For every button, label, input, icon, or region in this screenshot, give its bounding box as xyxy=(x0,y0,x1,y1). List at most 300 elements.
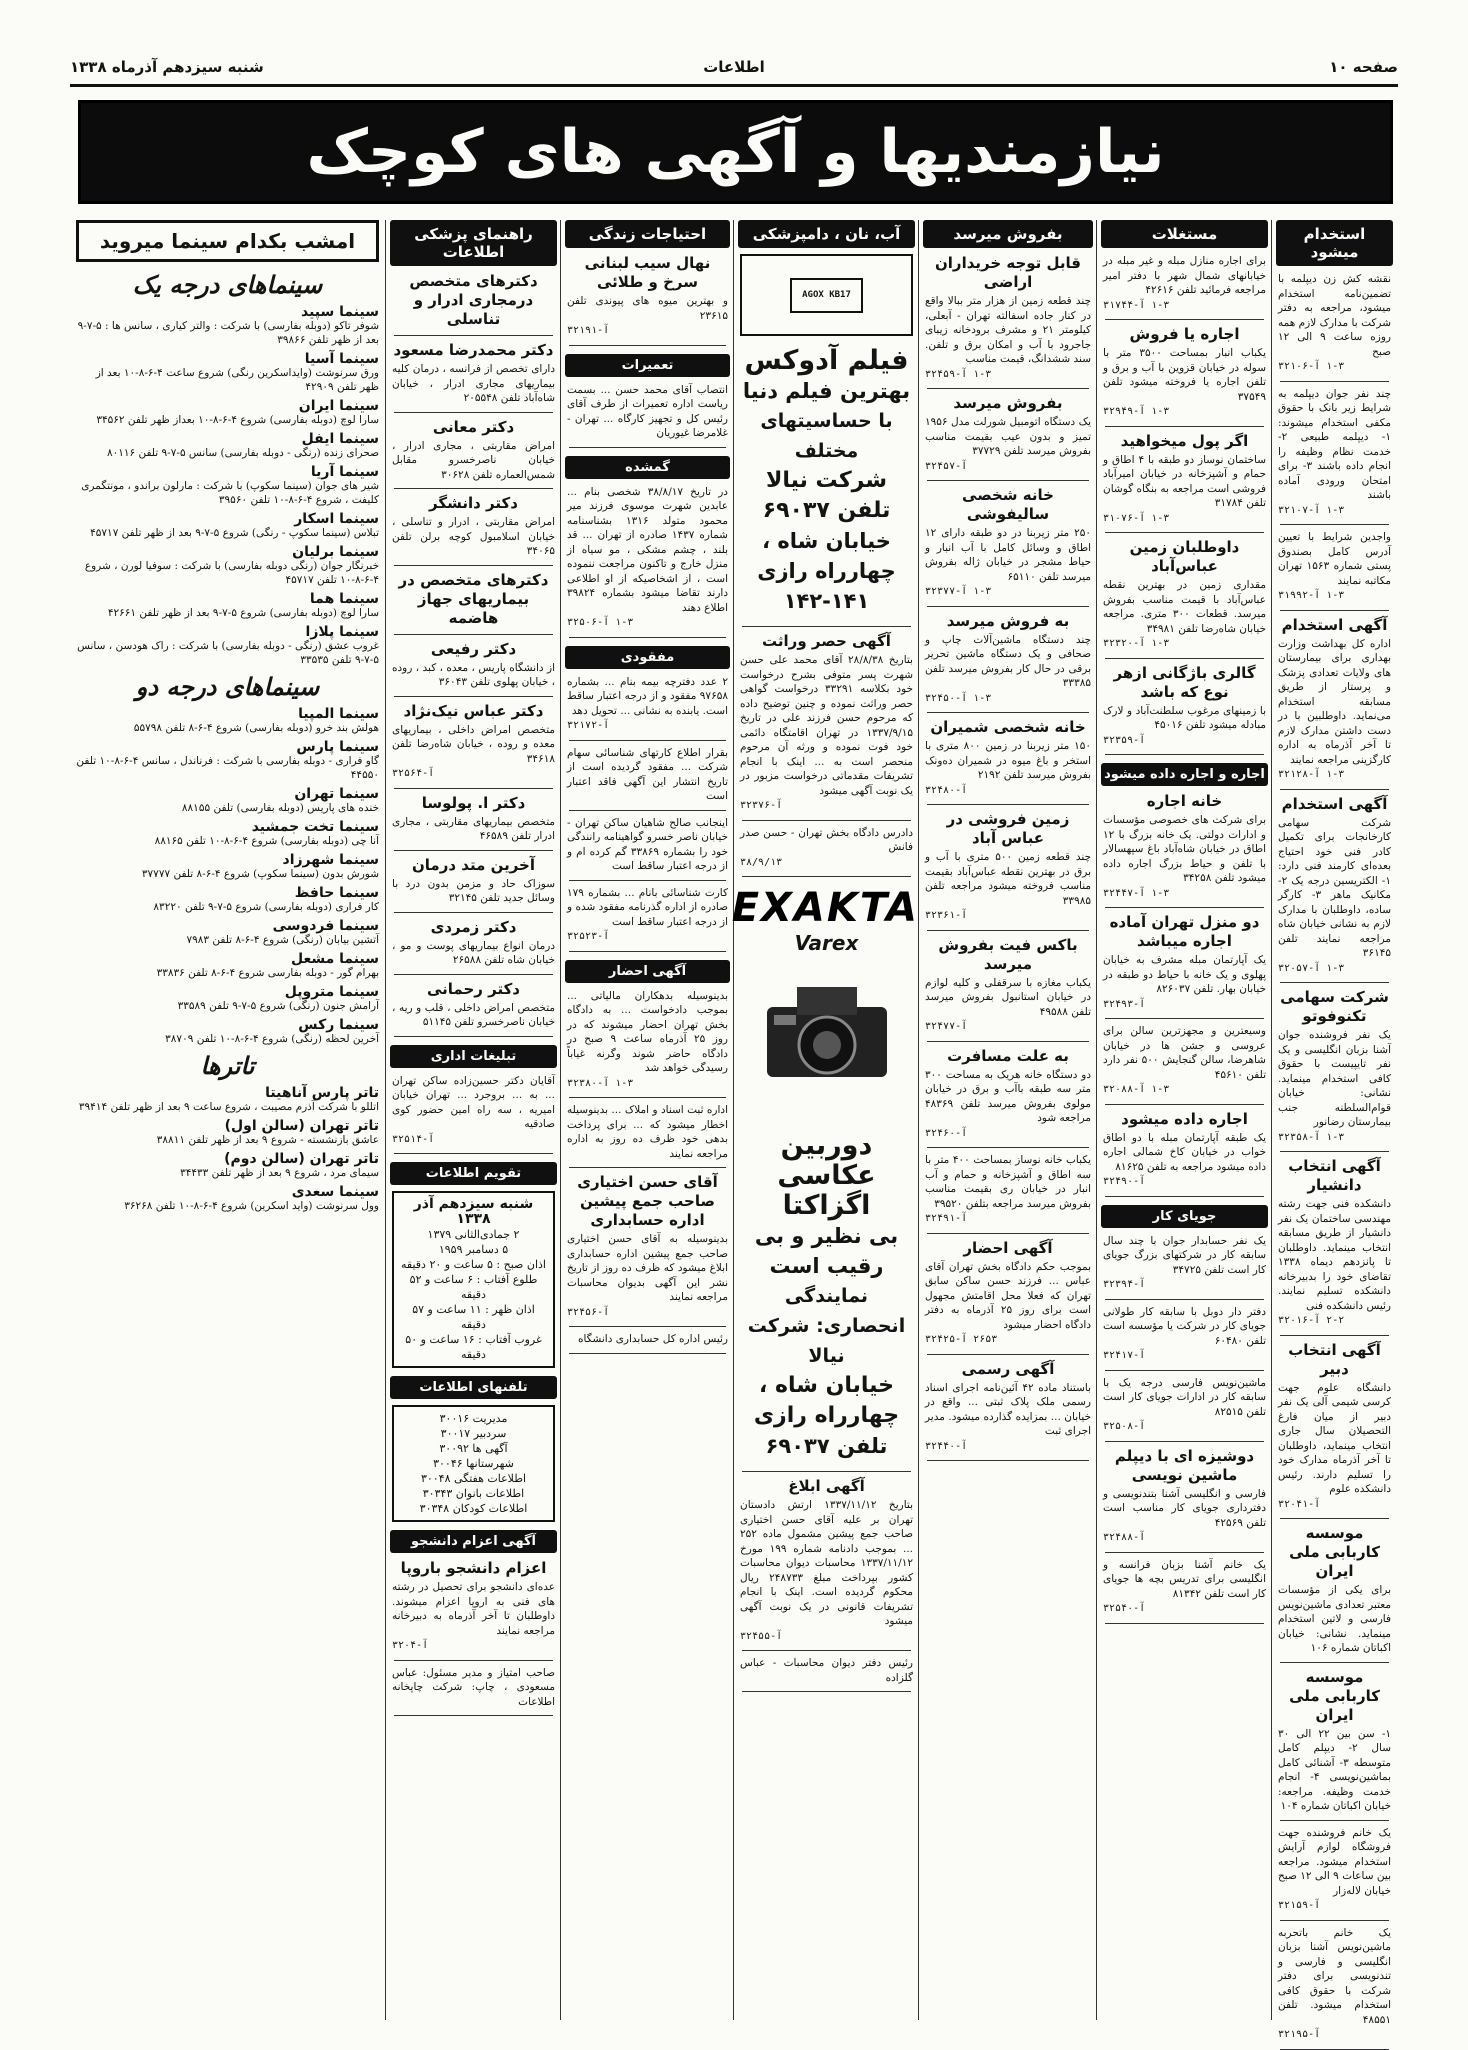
cinema-listing xyxy=(76,545,379,587)
ad-body: متخصص امراض داخلی ، بیماریهای معده و روده ، خیابان شاه‌رضا تلفن ۳۴۶۱۸ xyxy=(392,723,555,765)
ad-ref-number: آ-۳۲۳۹۴ xyxy=(1103,1279,1146,1290)
promo-line: دوربین عکاسی اگزاکتا xyxy=(777,1130,876,1221)
cinema-showtimes: عاشق بازنشسته - شروع ۹ بعد از ظهر تلفن ۳۸۸۱۱ xyxy=(156,1134,379,1146)
cinema-showtimes: سارا لوچ (دوبله بفارسی) شروع ۵-۷-۹ بعد از ظهر تلفن ۴۲۶۶۱ xyxy=(107,607,379,619)
cinema-showtimes: بهرام گور - دوبله بفارسی شروع ۴-۶-۸ تلفن ۳۳۸۳۶ xyxy=(156,967,379,979)
ad-divider xyxy=(394,565,553,566)
ad-body: یک خانم باتحربه ماشین‌نویس آشنا بزبان انگلیسی و فارسی و تندنویسی برای دفتر شرکت با حقوق کافی استخدام میشود. تلفن ۴۸۵۵۱ xyxy=(1278,1926,1391,2026)
classified-ad xyxy=(925,1239,1091,1348)
ad-body: یکباب انبار بمساحت ۳۵۰۰ متر با سوله در خیابان قزوین با آب و برق و تلفن اجاره یا فروخته میشود تلفن ۳۷۵۴۹ xyxy=(1103,347,1266,403)
classified-ad xyxy=(1278,1926,1391,2043)
ad-body: صاحب امتیاز و مدیر مسئول: عباس مسعودی ، چاپ: شرکت چاپخانه اطلاعات xyxy=(392,1666,555,1708)
ad-ref-number: آ-۳۲۰۴ xyxy=(392,1640,429,1651)
ad-body: دادرس دادگاه بخش تهران - حسن صدر فانش xyxy=(740,826,913,853)
promo-line: با حساسیتهای مختلف xyxy=(760,410,893,462)
ad-ref-number: ۳۸/۹/۱۳ xyxy=(740,856,783,868)
ad-ref-number: آ-۳۲۴۵۷ xyxy=(925,460,968,472)
ad-ref-number: ۲۶۵۳ آ-۳۲۴۲۵ xyxy=(925,1334,998,1345)
classified-ad xyxy=(925,1360,1091,1455)
ad-body: انتصاب آقای محمد حسن ... بسمت ریاست اداره تعمیرات از طرف آقای رئیس کل و تجهیز کارگاه ... تهران - غلامرضا غیوریان xyxy=(567,383,728,439)
banner-title: نیازمندیها و آگهی های کوچک xyxy=(306,117,1165,187)
cinema-name: سینما تخت جمشید xyxy=(251,819,379,835)
ad-divider xyxy=(1280,1151,1389,1152)
cinema-listing xyxy=(76,853,379,881)
ad-divider xyxy=(394,634,553,635)
ad-ref-number: آ-۳۲۱۷۲ xyxy=(567,720,610,731)
ad-title: موسسه کاربابی ملی ایران xyxy=(1289,1667,1380,1724)
classified-ad xyxy=(392,494,555,559)
cinema-name: سینما آسیا xyxy=(304,351,379,367)
cinema-name: سینما پلازا xyxy=(305,624,379,640)
ad-divider xyxy=(927,1354,1089,1355)
promo-line: بی نظیر و بی رقیب است xyxy=(754,1224,899,1278)
cinema-name: سینما هما xyxy=(309,591,379,607)
cinema-name: سینما آریا xyxy=(310,464,379,480)
ad-divider xyxy=(927,804,1089,805)
classified-ad xyxy=(925,394,1091,474)
ad-divider xyxy=(1280,2049,1389,2050)
ad-ref-number: آ-۳۲۵۲۳ xyxy=(567,931,610,942)
classified-ad xyxy=(925,718,1091,798)
ad-divider xyxy=(1105,532,1264,533)
classified-ad xyxy=(1278,1341,1391,1513)
cinema-showtimes: شوفر تاکو (دوبله بفارسی) با شرکت : والتر کیاری ، سانس ها : ۵-۷-۹ بعد از ظهر تلفن ۳۹۸۶۶ xyxy=(77,320,379,346)
cinema-listing xyxy=(76,592,379,620)
classified-ad xyxy=(1103,1024,1266,1098)
column-header: مفقودی xyxy=(565,646,730,669)
calendar-line: اذان ظهر : ۱۱ ساعت و ۵۷ دقیقه xyxy=(412,1303,535,1331)
promo-line: نمایندگی انحصاری: شرکت نیالا xyxy=(747,1285,906,1367)
ad-title: دکتر رفیعی xyxy=(430,639,517,658)
classified-ad xyxy=(1278,1668,1391,1814)
ad-divider xyxy=(742,876,911,877)
classified-ad xyxy=(1103,1447,1266,1546)
ad-divider xyxy=(1105,1370,1264,1371)
column-header: مستغلات xyxy=(1101,220,1268,248)
ad-divider xyxy=(1105,754,1264,755)
classified-ad xyxy=(1278,1524,1391,1656)
phone-entry: شهرستانها ۳۰۰۴۶ xyxy=(433,1457,514,1470)
classified-ad xyxy=(1103,664,1266,749)
ad-divider xyxy=(394,335,553,336)
ad-body: اینجانب صالح شاهیان ساکن تهران - خیابان ناصر خسرو گواهینامه رانندگی خود را بشماره ۳۳۸۶۹ گم کرده ام و از درجه اعتبار ساقط است xyxy=(567,816,728,872)
ad-body: رئیس اداره کل حسابداری دانشگاه xyxy=(577,1333,728,1345)
column-promotions xyxy=(733,220,919,2020)
ad-divider xyxy=(569,880,726,881)
ad-divider xyxy=(742,1691,911,1692)
ad-divider xyxy=(1105,319,1264,320)
column-real-estate xyxy=(1096,220,1272,2020)
classified-ad xyxy=(1103,1305,1266,1364)
ad-divider xyxy=(1280,381,1389,382)
promo-line: خیابان شاه ، چهارراه رازی xyxy=(753,1373,900,1428)
ad-body: چند قطعه زمین ۵۰۰ متری با آب و برق در بهترین نقطه عباس‌آباد بقیمت مناسب فروخته میشود مراجعه تلفن ۳۳۹۸۵ xyxy=(925,851,1091,907)
issue-date: شنبه سیزدهم آذرماه ۱۳۳۸ xyxy=(70,58,264,76)
cinema-listing xyxy=(76,305,379,347)
ad-body: چند قطعه زمین از هزار متر ببالا واقع در کنار جاده اسفالته تهران - آبعلی، کیلومتر ۲۱ و مشرف برودخانه زیبای جاجرود با آب و امکان برق و تلفن. سند ششدانگ، قیمت مناسب xyxy=(925,295,1091,365)
ad-divider xyxy=(742,1650,911,1651)
cinema-showtimes: شیر های جوان (سینما سکوپ) با شرکت : مارلون براندو ، مونتگمری کلیفت ، شروع ۴-۶-۸-۱۰ تلفن ۳۹۵۶۰ xyxy=(81,480,379,506)
classified-ad xyxy=(392,918,555,968)
ad-ref-number: آ-۳۲۴۹۳ xyxy=(1103,998,1146,1010)
classified-ad xyxy=(567,485,728,631)
ad-body: امراض مقاربتی ، مجاری ادرار ، خیابان ناصرخسرو مقابل شمس‌العماره تلفن ۳۰۶۲۸ xyxy=(392,439,555,481)
ad-ref-number: آ-۳۲۴۹۱ xyxy=(925,1213,968,1224)
ad-ref-number: ۱-۳ آ-۳۲۳۲۰ xyxy=(1103,638,1170,649)
calendar-line: طلوع آفتاب : ۶ ساعت و ۵۲ دقیقه xyxy=(409,1273,538,1301)
ad-ref-number: آ-۳۲۴۶۰ xyxy=(925,1127,968,1139)
cinema-showtimes: آرامش جنون (رنگی) شروع ۵-۷-۹ تلفن ۳۳۵۸۹ xyxy=(177,1000,379,1012)
ad-divider xyxy=(394,696,553,697)
ad-title: داوطلبان زمین عباس‌آباد xyxy=(1129,538,1240,575)
ad-body: درمان انواع بیماریهای پوست و مو ، خیابان شاه تلفن ۲۶۵۸۸ xyxy=(392,939,555,966)
ad-title: خانه اجاره xyxy=(1146,792,1223,810)
ad-ref-number: ۱-۳ آ-۳۲۴۵۰ xyxy=(925,692,992,704)
cinema-listing xyxy=(76,952,379,980)
ad-ref-number: آ-۳۲۳۷۶ xyxy=(740,800,783,811)
classified-ad xyxy=(925,1047,1091,1142)
ad-divider xyxy=(569,1326,726,1327)
ad-body: متخصص امراض داخلی ، قلب و ریه ، خیابان ناصرخسرو تلفن ۵۱۱۴۵ xyxy=(392,1001,555,1028)
ad-title: اجاره یا فروش xyxy=(1129,325,1240,343)
ad-divider xyxy=(1280,1820,1389,1821)
cinema-listing xyxy=(76,432,379,460)
ad-ref-number: آ-۳۲۵۰۸ xyxy=(1103,1421,1146,1432)
classified-ad xyxy=(1278,272,1391,375)
ad-ref-number: ۱-۳ آ-۳۲۵۰۶ xyxy=(567,617,634,628)
ad-title: آخرین متد درمان xyxy=(412,855,535,874)
ad-body: بدینوسیله به آقای حسن اختیاری صاحب جمع پیشین اداره حسابداری ابلاغ میشود که ظرف ده روز از تاریخ نشر این آگهی بدیوان محاسبات مراجعه نمایند xyxy=(567,1233,728,1303)
column-header: تلفنهای اطلاعات xyxy=(390,1376,557,1399)
ad-title: دو منزل تهران آماده اجاره میباشد xyxy=(1109,913,1260,950)
cinema-listing xyxy=(76,352,379,394)
ad-ref-number: آ-۳۲۳۵۹ xyxy=(1103,734,1146,746)
brand-name: EXAKTA xyxy=(731,885,919,931)
ad-ref-number: آ-۳۲۵۱۴ xyxy=(392,1133,435,1145)
column-header: تبلیغات اداری xyxy=(390,1045,557,1068)
cinema-listing xyxy=(76,1086,379,1114)
ad-ref-number: ۱-۳ آ-۳۱۹۹۲ xyxy=(1278,590,1345,601)
classified-ad xyxy=(1278,1826,1391,1914)
ad-body: از دانشگاه پاریس ، معده ، کبد ، روده ، خیابان پهلوی تلفن ۳۶۰۴۳ xyxy=(392,661,555,688)
classified-ad xyxy=(392,418,555,483)
section-banner xyxy=(78,100,1393,204)
ad-body: دانشگاه علوم جهت کرسی شیمی آلی یک نفر دبیر از میان فارغ التحصیلان سال جاری انتخاب مینماید، داوطلبان تا آخر آذرماه مدارک خود را تسلیم دارند. رئیس دانشکده علوم xyxy=(1278,1381,1391,1495)
ad-ref-number: ۱-۳ آ-۳۲۹۴۹ xyxy=(1103,406,1170,417)
ad-divider xyxy=(1280,1518,1389,1519)
cinema-listing xyxy=(76,787,379,815)
ad-title: آگهی رسمی xyxy=(961,1359,1055,1378)
column-header: آگهی اعزام دانشجو xyxy=(390,1530,557,1553)
cinema-name: سینما حافظ xyxy=(294,885,379,901)
ad-ref-number: آ-۳۲۳۶۱ xyxy=(925,910,968,921)
classified-ad xyxy=(567,816,728,874)
cinema-showtimes: کار فراری (دوبله بفارسی) شروع ۵-۷-۹ تلفن ۸۳۲۲۰ xyxy=(153,901,379,913)
classified-ad xyxy=(392,1074,555,1148)
classified-ad xyxy=(567,675,728,734)
ad-body: بقرار اطلاع کارتهای شناسائی سهام شرکت ... مفقود گردیده است از تاریخ انتشار این آگهی فاقد اعتبار است xyxy=(567,746,728,802)
calendar-line: غروب آفتاب : ۱۶ ساعت و ۵۰ دقیقه xyxy=(405,1333,542,1361)
column-header: آگهی احضار xyxy=(565,960,730,983)
ad-title: دوشیزه ای با دیپلم ماشین نویسی xyxy=(1114,1446,1255,1484)
calendar-line: اذان صبح : ۵ ساعت و ۲۰ دقیقه xyxy=(401,1258,546,1271)
ad-divider xyxy=(742,1471,911,1472)
ad-title: آگهی استخدام xyxy=(1281,794,1388,813)
ad-title: آگهی حصر وراثت xyxy=(762,632,891,650)
classified-ad xyxy=(1278,988,1391,1145)
ad-body: اداره ثبت اسناد و املاک ... بدینوسیله اخطار میشود که ... برای پرداخت بدهی خود ظرف ده روز به اداره مراجعه نمایند xyxy=(567,1104,728,1160)
ad-divider xyxy=(1105,1623,1264,1624)
cinema-listing xyxy=(76,985,379,1013)
promo-line: خیابان شاه ، چهارراه رازی ۱۴۱-۱۴۲ xyxy=(757,529,896,613)
ad-divider xyxy=(927,930,1089,931)
ad-divider xyxy=(394,412,553,413)
cinema-name: سینما المپیا xyxy=(298,706,379,722)
ad-title: دکترهای متخصص درمجاری ادرار و تناسلی xyxy=(409,272,538,328)
cinema-showtimes: آنا چی (دوبله بفارسی) شروع ۴-۶-۸-۱۰ تلفن ۸۸۱۶۵ xyxy=(154,835,379,847)
ad-ref-number: آ-۳۲۱۵۹ xyxy=(1278,1900,1321,1911)
ad-divider xyxy=(569,810,726,811)
ad-body: ماشین‌نویس فارسی درجه یک با سابقه کار در ادارات جویای کار است تلفن ۸۲۵۱۵ xyxy=(1103,1376,1266,1418)
ad-divider xyxy=(394,1153,553,1154)
cinema-showtimes: سیمای مرد ، شروع ۹ بعد از ظهر تلفن ۳۴۴۳۳ xyxy=(180,1167,379,1179)
cinema-name: سینما رکس xyxy=(298,1017,379,1033)
ad-title: دکتر دانشگر xyxy=(429,494,518,512)
classified-ad xyxy=(392,640,555,690)
ad-ref-number: آ-۳۲۰۴۱ xyxy=(1278,1498,1321,1510)
promo-line: تلفن ۶۹۰۳۷ xyxy=(765,1434,888,1458)
ad-divider xyxy=(927,480,1089,481)
ad-divider xyxy=(569,1097,726,1098)
ad-divider xyxy=(394,974,553,975)
cinema-name: سینما برلیان xyxy=(292,544,379,560)
ad-body: باستناد ماده ۴۲ آئین‌نامه اجرای اسناد رسمی ملک پلاک ثبتی ... واقع در خیابان ... بمزایده گذارده میشود. مدیر اجرای ثبت xyxy=(925,1381,1091,1437)
column-daily-needs xyxy=(560,220,734,2020)
classified-ad xyxy=(1103,325,1266,420)
ad-divider xyxy=(1105,1299,1264,1300)
brand-sub: Varex xyxy=(794,931,859,955)
ad-body: با زمینهای مرغوب سلطنت‌آباد و لارک مبادله میشود تلفن ۴۵۰۱۶ xyxy=(1103,704,1266,731)
ad-divider xyxy=(1105,1104,1264,1105)
ad-body: وسیعترین و مجهزترین سالن برای عروسی و جشن ها در خیابان شاهرضا، سالن گنجایش ۵۰۰ نفر دارد تلفن ۴۵۶۱۰ xyxy=(1103,1025,1266,1081)
ad-divider xyxy=(569,951,726,952)
cinema-showtimes: صحرای زنده (رنگی - دوبله بفارسی) سانس ۵-۷-۹ تلفن ۸۰۱۱۶ xyxy=(106,447,379,459)
ad-divider xyxy=(569,637,726,638)
section-title: سینماهای درجه دو xyxy=(135,672,320,701)
ad-ref-number: آ-۳۲۴۴۰ xyxy=(925,1440,968,1452)
ad-divider xyxy=(569,447,726,448)
ad-title: دکتر محمدرضا مسعود xyxy=(393,341,554,359)
classified-ad xyxy=(1103,913,1266,1012)
ad-ref-number: آ-۳۲۴۵۶ xyxy=(567,1306,610,1318)
cinema-showtimes: اتللو با شرکت آذرم مصیبت ، شروع ساعت ۹ بعد از ظهر تلفن ۳۹۴۱۴ xyxy=(78,1101,379,1113)
ad-body: برای اجاره منازل مبله و غیر مبله در خیابانهای شمال شهر با دفتر امیر مراجعه فرمائید تلفن ۴۲۶۱۶ xyxy=(1103,255,1266,296)
classified-ad xyxy=(1103,432,1266,527)
ad-body: یک نفر حسابدار جوان با چند سال سابقه کار در شرکتهای بزرگ جویای کار است تلفن ۳۴۷۲۵ xyxy=(1103,1234,1266,1276)
ad-divider xyxy=(1105,426,1264,427)
ad-body: مقداری زمین در بهترین نقطه عباس‌آباد با قیمت مناسب بفروش میرسد. قطعات ۳۰۰ متری. مراجعه خیابان شاه‌رضا تلفن ۳۴۹۸۱ xyxy=(1103,579,1266,635)
ad-divider xyxy=(1105,1441,1264,1442)
ad-divider xyxy=(394,1036,553,1037)
cinema-name: تاتر پارس آناهیتا xyxy=(265,1085,379,1101)
phone-entry: اطلاعات بانوان ۳۰۳۴۳ xyxy=(422,1487,525,1500)
ad-body: ۲ عدد دفترچه بیمه بنام ... بشماره ۹۷۶۵۸ مفقود و از درجه اعتبار ساقط است. یابنده به نشانی ... تحویل دهد xyxy=(567,675,728,717)
classified-ad xyxy=(392,1559,555,1654)
ad-ref-number: آ-۳۲۴۷۷ xyxy=(925,1021,968,1032)
ad-ref-number: آ-۳۲۵۴۰ xyxy=(1103,1603,1146,1614)
ad-ref-number: ۱-۳ آ-۳۲۴۴۷ xyxy=(1103,887,1170,899)
ad-title: آگهی ابلاغ xyxy=(788,1477,865,1495)
ad-divider xyxy=(1280,789,1389,790)
ad-divider xyxy=(1280,1662,1389,1663)
cinema-showtimes: آخرین لحظه (رنگی) شروع ۴-۶-۸-۱۰ تلفن ۳۸۷۰۹ xyxy=(165,1033,379,1045)
ad-body: یکباب خانه نوساز بمساحت ۴۰۰ متر با سه اطاق و آشپزخانه و حمام و آب انبار در خیابان ری بقیمت مناسب بفروش میرسد مراجعه بتلفن ۳۹۵۲۰ xyxy=(925,1154,1092,1210)
ad-title: خانه شخصی شمیران xyxy=(930,718,1086,736)
classified-ad xyxy=(740,1477,913,1644)
ad-body: آقایان دکتر حسین‌زاده ساکن تهران ... به ... بروجرد ... تهران خیابان امیریه ، سه راه امین حضور کوی صادقیه xyxy=(392,1074,555,1130)
section-title: تاترها xyxy=(200,1051,255,1080)
classified-ad xyxy=(925,810,1091,924)
column-medical-guide xyxy=(385,220,561,2020)
ad-body: ۲۵۰ متر زیربنا در دو طبقه دارای ۱۲ اطاق و وسائل کامل با آب انبار و حیاط مشجر در خیابان ژاله بفروش میرسد تلفن ۶۵۱۱۰ xyxy=(925,527,1091,583)
ad-body: ۱۵۰ متر زیربنا در زمین ۸۰۰ متری با استخر و باغ میوه در شمیران ده‌ونک بفروش میرسد تلفن ۲۱۹۲ xyxy=(925,740,1091,781)
ad-title: به فروش میرسد xyxy=(946,611,1070,630)
ad-body: یک آپارتمان مبله مشرف به خیابان پهلوی و یک خانه با حیاط دو طبقه در خیابان بهار. تلفن ۸۲۶۰۳۷ xyxy=(1103,954,1266,995)
ad-divider xyxy=(927,712,1089,713)
ad-ref-number: ۱-۳ آ-۳۲۱۰۷ xyxy=(1278,504,1345,516)
ad-body: دانشکده فنی جهت رشته مهندسی ساختمان یک نفر دانشیار از طریق مسابقه انتخاب مینماید. داوطلبان تا پانزدهم دیماه ۱۳۳۸ تقاضای خود را بدبیرخانه دانشکده تسلیم نمایند. رئیس دانشکده فنی xyxy=(1278,1198,1391,1312)
calendar-box xyxy=(392,1191,555,1368)
column-for-sale xyxy=(918,220,1097,2020)
ad-title: اعزام دانشجو باروپا xyxy=(400,1559,547,1577)
column-header: تقویم اطلاعات xyxy=(390,1162,557,1185)
classified-ad xyxy=(925,1153,1091,1227)
cinema-name: سینما فردوسی xyxy=(272,918,379,934)
ad-body: اداره کل بهداشت وزارت بهداری برای بیمارستان های ولایات تعدادی پزشک و پرستار از طریق مسابقه استخدام می‌نماید. داوطلبین با در دست داشتن مدارک لازم تا آخر آذرماه به اداره کارگزینی مراجعه نمایند xyxy=(1278,637,1391,766)
classified-ad xyxy=(1278,795,1391,977)
ad-title: آگهی انتخاب دانشیار xyxy=(1288,1157,1381,1194)
ad-title: آقای حسن اختیاری صاحب جمع پیشین اداره حسابداری xyxy=(577,1173,718,1229)
ad-ref-number: ۱-۳ آ-۳۲۳۸۰ xyxy=(567,1077,634,1089)
ad-body: نقشه کش زن دیپلمه با تضمین‌نامه استخدام میشود، مراجعه به دفتر شرکت با مدارک لازم همه روزه ساعت ۹ الی ۱۲ صبح xyxy=(1278,273,1391,358)
ad-ref-number: ۱-۳ آ-۳۲۱۰۶ xyxy=(1278,361,1345,372)
classified-ad xyxy=(567,1173,728,1320)
cinema-listing xyxy=(76,625,379,667)
ad-ref-number: ۱-۳ آ-۳۲۰۸۸ xyxy=(1103,1084,1170,1095)
ad-body: کارت شناسائی بانام ... بشماره ۱۷۹ صادره از اداره گذرنامه مفقود شده و از درجه اعتبار ساقط است xyxy=(567,886,728,928)
phone-entry: سردبیر ۳۰۰۱۷ xyxy=(440,1427,507,1440)
classified-ad xyxy=(567,886,728,945)
film-box-photo xyxy=(740,254,913,336)
classified-ad xyxy=(925,486,1091,600)
ad-divider xyxy=(742,626,911,627)
ad-body: شرکت سهامی کارخانجات برای تکمیل کادر فنی خود احتیاج بعده‌ای کارمند فنی دارد: ۱- الکتریسین درجه یک ۲- مکانیک ماهر ۳- کارگر ساده، داوطلبان با مدارک لازم به نشانی خیابان شاه مراجعه نمایند تلفن ۳۶۱۴۵ xyxy=(1278,816,1391,959)
cinema-listing xyxy=(76,399,379,427)
promo-line: فیلم آدوکس xyxy=(744,345,909,376)
ad-ref-number: آ-۳۲۱۹۱ xyxy=(567,325,610,336)
ad-divider xyxy=(927,388,1089,389)
classified-ad xyxy=(567,254,728,339)
column-header: تعمیرات xyxy=(565,354,730,377)
ad-divider xyxy=(394,788,553,789)
classified-ad xyxy=(392,702,555,782)
ad-title: قابل توجه خریداران اراضی xyxy=(934,254,1082,291)
ad-divider xyxy=(1280,610,1389,611)
cinema-showtimes: سارا لوچ (دوبله بفارسی) شروع ۴-۶-۸-۱۰ بعداز ظهر تلفن ۳۴۵۶۲ xyxy=(96,414,379,426)
ad-divider xyxy=(927,1460,1089,1461)
ad-body: دارای تخصص از فرانسه ، درمان کلیه بیماریهای مجاری ادرار ، خیابان شاه‌آباد تلفن ۲۰۵۵۴۸ xyxy=(392,363,555,404)
column-header: استخدام میشود xyxy=(1276,220,1393,266)
classified-ad xyxy=(1103,1110,1266,1190)
ad-body: بتاریخ ۱۳۳۷/۱۱/۱۲ ارتش دادستان تهران بر علیه آقای حسن اختیاری صاحب جمع پیشین مشمول ماده ۲۵۲ ... بموجب دادنامه شماره ۱۹۹ مورخ ۱۳۳۷/۱۱/۱۲ محاسبات دیوان محاسبات کشور بپرداخت مبلغ ۲۴۸۷۳۳ ریال محکوم گردیده است. اینک با انجام تشریفات قانونی در یک نوبت آگهی میشود xyxy=(740,1499,913,1627)
ad-body: فارسی و انگلیسی آشنا بتندنویسی و دفترداری جویای کار مناسب است تلفن ۴۲۵۶۹ xyxy=(1103,1487,1266,1529)
ad-title: دکتر عباس نیک‌نژاد xyxy=(403,701,544,720)
ad-body: برای یکی از مؤسسات معتبر تعدادی ماشین‌نویس فارسی و لاتین استخدام مینماید. نشانی: خیابان اکباتان شماره ۱۰۶ xyxy=(1278,1584,1391,1654)
ad-body: بموجب حکم دادگاه بخش تهران آقای عباس ... فرزند حسن ساکن سابق تهران که فعلا محل اقامتش مجهول است برای روز ۲۵ آذرماه به دفتر دادگاه احضار میشود xyxy=(925,1260,1091,1331)
calendar-line: ۲ جمادی‌الثانی ۱۳۷۹ xyxy=(427,1228,520,1241)
ad-title: باکس فیت بفروش میرسد xyxy=(938,935,1078,973)
newspaper-name: اطلاعات xyxy=(703,58,765,76)
ad-body: متخصص بیماریهای مقاربتی ، مجاری ادرار تلفن ۴۶۵۸۹ xyxy=(392,815,555,842)
cinema-listing xyxy=(76,465,379,507)
ad-divider xyxy=(1105,658,1264,659)
ad-divider xyxy=(742,820,911,821)
ad-ref-number: آ-۳۲۴۸۰ xyxy=(925,784,968,796)
ad-body: ۱- سن بین ۲۲ الی ۳۰ سال ۲- دیپلم کامل متوسطه ۳- آشنائی کامل بماشین‌نویسی ۴- انجام خدمت وظیفه. مراجعه: خیابان اکباتان شماره ۱۰۴ xyxy=(1278,1727,1392,1812)
classified-ad xyxy=(567,989,728,1092)
cinema-name: سینما متروپل xyxy=(284,984,379,1000)
cinema-showtimes: هولش بند خرو (دوبله بفارسی) شروع ۴-۶-۸ تلفن ۵۵۷۹۸ xyxy=(133,722,379,734)
cinema-name: سینما مشعل xyxy=(290,951,379,967)
ad-body: و بهترین میوه های پیوندی تلفن ۲۳۶۱۵ xyxy=(567,295,728,322)
phone-directory xyxy=(392,1405,555,1522)
camera-illustration xyxy=(740,963,913,1121)
classified-ad xyxy=(925,254,1091,382)
ad-title: خانه شخصی سالیفوشی xyxy=(962,486,1054,523)
ad-body: بدینوسیله بدهکاران مالیاتی ... بموجب دادخواست ... به دادگاه بخش تهران احضار میشوند که در روز ۲۵ آذرماه ساعت ۹ صبح در دادگاه حاضر شوند وگرنه غیاباً رسیدگی خواهد شد xyxy=(567,989,728,1074)
ad-body: سوزاک حاد و مزمن بدون درد با وسائل جدید تلفن ۳۲۱۴۵ xyxy=(392,877,555,904)
ad-title: آگهی انتخاب دبیر xyxy=(1288,1340,1381,1378)
ad-title: شرکت سهامی تکنوفوتو xyxy=(1280,988,1389,1025)
ad-divider xyxy=(569,740,726,741)
ad-divider xyxy=(569,1353,726,1354)
ad-title: دکتر معانی xyxy=(432,417,515,436)
ad-ref-number: آ-۳۲۴۵۵ xyxy=(740,1630,783,1642)
ad-divider xyxy=(394,912,553,913)
phone-entry: اطلاعات هفتگی ۳۰۰۴۸ xyxy=(420,1472,527,1485)
ad-divider xyxy=(569,345,726,346)
ad-ref-number: ۱-۳ آ-۳۲۴۵۹ xyxy=(925,368,992,380)
ad-title: دکترهای متخصص در بیماریهای جهاز هاضمه xyxy=(398,570,549,627)
classified-ad xyxy=(1103,792,1266,901)
ad-ref-number: ۱-۳ آ-۳۲۳۷۷ xyxy=(925,586,992,597)
ad-divider xyxy=(394,488,553,489)
classified-ad xyxy=(392,341,555,406)
ad-title: دکتر رحمانی xyxy=(426,979,521,998)
classified-ad xyxy=(925,612,1091,707)
page-number: صفحه ۱۰ xyxy=(1329,58,1398,76)
ad-ref-number: آ-۳۲۴۹۰ xyxy=(1103,1176,1146,1187)
ad-ref-number: ۲-۲ آ-۳۲۰۱۶ xyxy=(1278,1315,1345,1326)
cinema-name: سینما اسکار xyxy=(294,511,379,527)
promo-line: بهترین فیلم دنیا xyxy=(742,379,911,403)
classified-ad xyxy=(392,571,555,628)
ad-ref-number: آ-۳۲۱۹۵ xyxy=(1278,2029,1321,2040)
ad-body: یک دستگاه اتومبیل شورلت مدل ۱۹۵۶ تمیز و بدون عیب بقیمت مناسب بفروش میرسد تلفن ۳۷۷۲۹ xyxy=(925,416,1091,457)
cinema-name: سینما سعدی xyxy=(291,1184,379,1200)
ad-divider xyxy=(569,1167,726,1168)
ad-title: اگر پول میخواهید xyxy=(1120,431,1249,450)
